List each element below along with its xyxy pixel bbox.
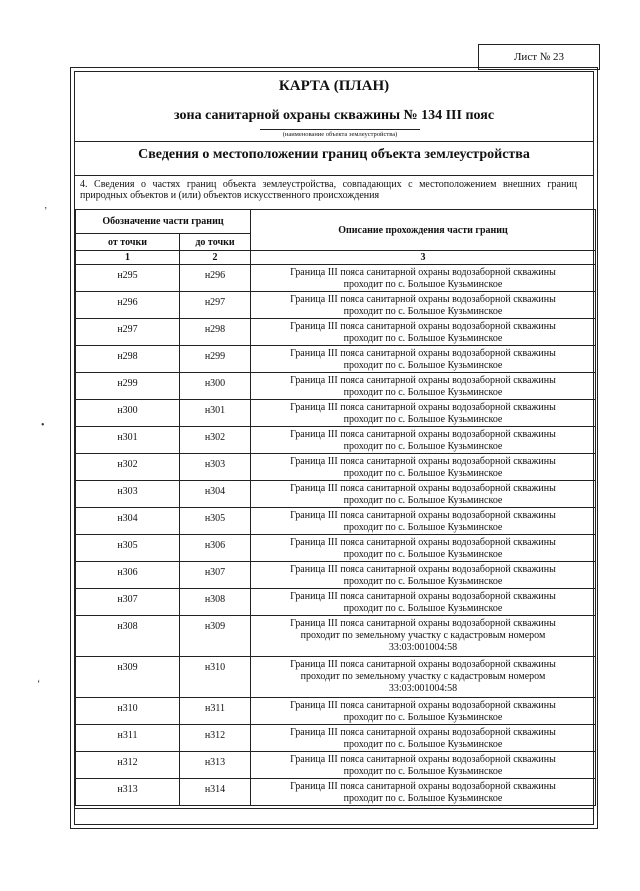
from-point: н299 [76, 373, 180, 400]
description-line: Граница III пояса санитарной охраны водозаборной скважины [290, 321, 556, 332]
header-to: до точки [180, 234, 251, 251]
from-point: н295 [76, 265, 180, 292]
divider [75, 141, 593, 142]
description-line: проходит по с. Большое Кузьминское [343, 549, 503, 560]
to-point: н307 [180, 562, 251, 589]
description-line: 33:03:001004:58 [388, 642, 458, 653]
table-row [76, 725, 596, 752]
from-point: н296 [76, 292, 180, 319]
from-point: н313 [76, 779, 180, 806]
sheet-number: Лист № 23 [478, 44, 600, 70]
description-line: Граница III пояса санитарной охраны водозаборной скважины [290, 483, 556, 494]
table-row [76, 657, 596, 698]
divider [75, 175, 593, 176]
boundary-description [251, 400, 596, 427]
to-point: н296 [180, 265, 251, 292]
description-line: Граница III пояса санитарной охраны водозаборной скважины [290, 591, 556, 602]
table-row [76, 698, 596, 725]
boundary-description [251, 698, 596, 725]
boundary-description [251, 427, 596, 454]
document-frame [70, 67, 598, 829]
from-point: н308 [76, 616, 180, 657]
table-row [76, 589, 596, 616]
description-line: Граница III пояса санитарной охраны водозаборной скважины [290, 429, 556, 440]
boundary-description [251, 657, 596, 698]
to-point: н305 [180, 508, 251, 535]
boundary-description [251, 481, 596, 508]
to-point: н302 [180, 427, 251, 454]
to-point: н303 [180, 454, 251, 481]
description-line: Граница III пояса санитарной охраны водозаборной скважины [290, 456, 556, 467]
to-point: н309 [180, 616, 251, 657]
header-from: от точки [76, 234, 180, 251]
to-point: н298 [180, 319, 251, 346]
description-line: проходит по с. Большое Кузьминское [343, 360, 503, 371]
boundary-description [251, 779, 596, 806]
table-row [76, 454, 596, 481]
description-line: проходит по с. Большое Кузьминское [343, 766, 503, 777]
from-point: н311 [76, 725, 180, 752]
table-row [76, 616, 596, 657]
to-point: н306 [180, 535, 251, 562]
subtitle-note: (наименование объекта землеустройства) [260, 129, 420, 138]
description-line: Граница III пояса санитарной охраны водозаборной скважины [290, 659, 556, 670]
to-point: н304 [180, 481, 251, 508]
from-point: н301 [76, 427, 180, 454]
description-line: проходит по земельному участку с кадастровым номером [300, 671, 546, 682]
from-point: н306 [76, 562, 180, 589]
table-row [76, 535, 596, 562]
from-point: н302 [76, 454, 180, 481]
from-point: н300 [76, 400, 180, 427]
description-line: проходит по с. Большое Кузьминское [343, 387, 503, 398]
description-line: проходит по с. Большое Кузьминское [343, 793, 503, 804]
description-line: Граница III пояса санитарной охраны водозаборной скважины [290, 754, 556, 765]
from-point: н298 [76, 346, 180, 373]
boundary-description [251, 725, 596, 752]
boundary-description [251, 535, 596, 562]
table-row [76, 427, 596, 454]
scan-mark: ’ [44, 206, 48, 217]
description-line: проходит по с. Большое Кузьминское [343, 576, 503, 587]
column-number: 3 [251, 251, 596, 265]
boundary-description [251, 319, 596, 346]
boundary-description [251, 752, 596, 779]
table-row [76, 265, 596, 292]
table-row [76, 779, 596, 806]
description-line: Граница III пояса санитарной охраны водозаборной скважины [290, 700, 556, 711]
boundary-description [251, 265, 596, 292]
section-title: Сведения о местоположении границ объекта землеустройства [138, 147, 530, 162]
to-point: н300 [180, 373, 251, 400]
from-point: н309 [76, 657, 180, 698]
from-point: н303 [76, 481, 180, 508]
to-point: н297 [180, 292, 251, 319]
boundary-description [251, 292, 596, 319]
description-line: Граница III пояса санитарной охраны водозаборной скважины [290, 727, 556, 738]
boundary-description [251, 346, 596, 373]
description-line: проходит по с. Большое Кузьминское [343, 333, 503, 344]
description-line: 33:03:001004:58 [388, 683, 458, 694]
description-line: проходит по с. Большое Кузьминское [343, 712, 503, 723]
to-point: н308 [180, 589, 251, 616]
to-point: н313 [180, 752, 251, 779]
header-group: Обозначение части границ [76, 210, 251, 234]
description-line: Граница III пояса санитарной охраны водозаборной скважины [290, 267, 556, 278]
table-row [76, 373, 596, 400]
description-line: Граница III пояса санитарной охраны водозаборной скважины [290, 348, 556, 359]
to-point: н310 [180, 657, 251, 698]
description-line: Граница III пояса санитарной охраны водозаборной скважины [290, 537, 556, 548]
description-line: проходит по с. Большое Кузьминское [343, 279, 503, 290]
description-line: проходит по с. Большое Кузьминское [343, 522, 503, 533]
document-subtitle: зона санитарной охраны скважины № 134 III пояс [173, 108, 495, 123]
description-line: Граница III пояса санитарной охраны водозаборной скважины [290, 510, 556, 521]
boundary-table [75, 209, 596, 806]
table-row [76, 752, 596, 779]
description-line: проходит по с. Большое Кузьминское [343, 306, 503, 317]
description-line: проходит по с. Большое Кузьминское [343, 468, 503, 479]
description-line: проходит по с. Большое Кузьминское [343, 739, 503, 750]
description-line: проходит по земельному участку с кадастровым номером [300, 630, 546, 641]
boundary-description [251, 616, 596, 657]
description-line: Граница III пояса санитарной охраны водозаборной скважины [290, 402, 556, 413]
boundary-description [251, 373, 596, 400]
from-point: н305 [76, 535, 180, 562]
boundary-description [251, 454, 596, 481]
from-point: н310 [76, 698, 180, 725]
from-point: н307 [76, 589, 180, 616]
table-row [76, 346, 596, 373]
boundary-description [251, 508, 596, 535]
to-point: н299 [180, 346, 251, 373]
divider [75, 808, 593, 809]
to-point: н312 [180, 725, 251, 752]
table-row [76, 319, 596, 346]
description-line: Граница III пояса санитарной охраны водозаборной скважины [290, 564, 556, 575]
from-point: н304 [76, 508, 180, 535]
document-inner-frame [74, 71, 594, 825]
boundary-description [251, 562, 596, 589]
table-row [76, 508, 596, 535]
scan-mark: • [41, 420, 45, 431]
column-number: 1 [76, 251, 180, 265]
column-number: 2 [180, 251, 251, 265]
table-row [76, 481, 596, 508]
from-point: н297 [76, 319, 180, 346]
scan-mark: ‘ [37, 679, 41, 690]
table-row [76, 562, 596, 589]
document-title: КАРТА (ПЛАН) [278, 78, 390, 94]
header-description: Описание прохождения части границ [251, 210, 596, 251]
to-point: н311 [180, 698, 251, 725]
to-point: н301 [180, 400, 251, 427]
description-line: Граница III пояса санитарной охраны водозаборной скважины [290, 294, 556, 305]
boundary-description [251, 589, 596, 616]
description-line: Граница III пояса санитарной охраны водозаборной скважины [290, 618, 556, 629]
description-line: проходит по с. Большое Кузьминское [343, 441, 503, 452]
description-line: Граница III пояса санитарной охраны водозаборной скважины [290, 781, 556, 792]
description-line: проходит по с. Большое Кузьминское [343, 495, 503, 506]
section-paragraph: 4. Сведения о частях границ объекта землеустройства, совпадающих с местоположением внешних границ природных объектов и (или) объектов искусственного происхождения [80, 179, 577, 201]
description-line: Граница III пояса санитарной охраны водозаборной скважины [290, 375, 556, 386]
table-row [76, 400, 596, 427]
table-row [76, 292, 596, 319]
from-point: н312 [76, 752, 180, 779]
description-line: проходит по с. Большое Кузьминское [343, 414, 503, 425]
description-line: проходит по с. Большое Кузьминское [343, 603, 503, 614]
to-point: н314 [180, 779, 251, 806]
